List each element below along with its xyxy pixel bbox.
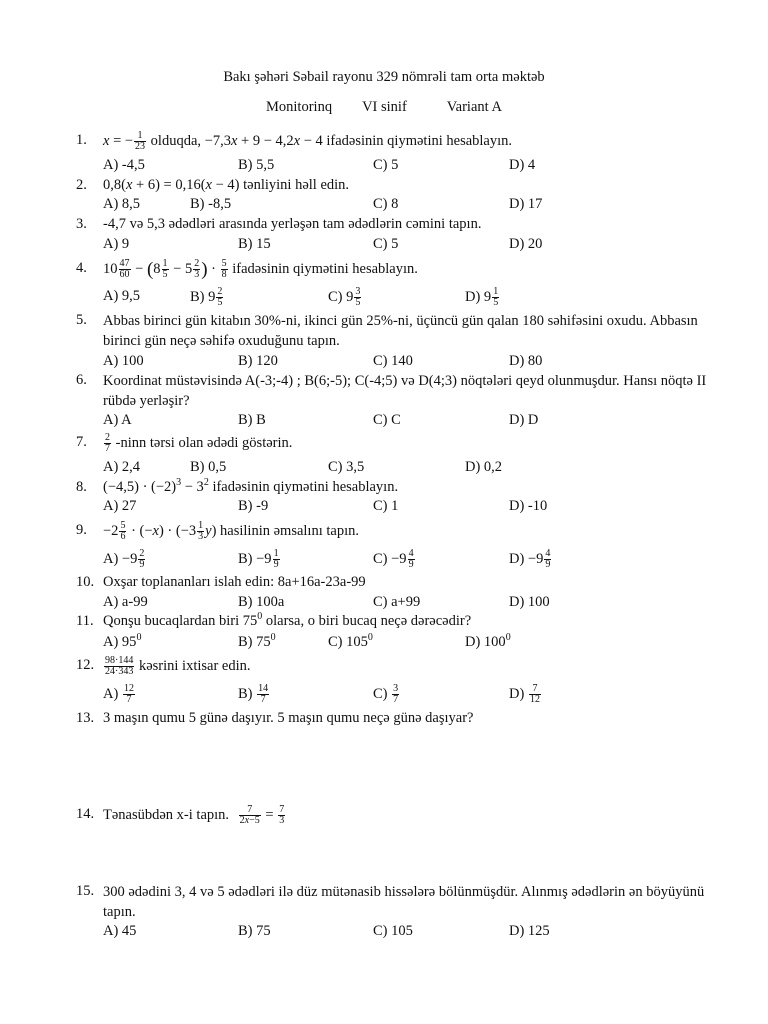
option-a[interactable]: A) 9,5 — [103, 288, 141, 304]
grade-label: VI sinif — [362, 99, 407, 115]
question-text: x = − $\frac{1}{23}$ olduqda, −7,3x + 9 − 4,2x − 4 ifadəsinin qiymətini hesablayın. — [103, 130, 513, 152]
option-c[interactable]: C) a+99 — [373, 594, 421, 610]
option-c[interactable]: C) 3,5 — [328, 459, 365, 475]
option-a[interactable]: A) 9 — [103, 236, 130, 252]
option-a[interactable]: A) 100 — [103, 353, 144, 369]
option-b[interactable]: B) -8,5 — [190, 196, 232, 212]
option-d[interactable]: D) $\frac{7}{12}$ — [509, 683, 540, 705]
answer-options — [103, 458, 623, 478]
option-a[interactable]: A) 27 — [103, 498, 137, 514]
question-number: 4. — [76, 260, 87, 276]
question-text: $\frac{2}{7}$ -ninn tərsi olan ədədi göstərin. — [105, 432, 293, 454]
question-text: Koordinat müstəvisində A(-3;-4) ; B(6;-5); C(-4;5) və D(4;3) nöqtələri qeyd olunmuşdur. Hansı nöqtə II rübdə yerləşir? — [103, 373, 707, 409]
option-b[interactable]: B) $\frac{14}{7}$ — [238, 683, 269, 705]
option-d[interactable]: D) 20 — [509, 236, 543, 252]
option-b[interactable]: B) 0,5 — [190, 459, 227, 475]
answer-options — [103, 922, 623, 942]
question-text: Abbas birinci gün kitabın 30%-ni, ikinci gün 25%-ni, üçüncü gün qalan 180 səhifəsini oxudu. Abbasın birinci gün neçə səhifə oxuduğunu tapın. — [103, 313, 698, 349]
question-text: $\frac{98\cdot 144}{24\cdot 343}$ kəsrini ixtisar edin. — [105, 655, 251, 677]
option-d[interactable]: D) −9 $\frac{4}{9}$ — [509, 548, 551, 570]
option-b[interactable]: B) 120 — [238, 353, 278, 369]
option-d[interactable]: D) 80 — [509, 353, 543, 369]
option-b[interactable]: B) -9 — [238, 498, 269, 514]
answer-options — [103, 156, 623, 176]
answer-options — [103, 195, 623, 215]
question-text: Tənasübdən x-i tapın. $\frac{7}{2x-5}$ = $\frac{7}{3}$ — [103, 804, 285, 826]
option-a[interactable]: A) a-99 — [103, 594, 148, 610]
option-c[interactable]: C) 5 — [373, 236, 399, 252]
question-text: −2 $\frac{5}{6}$ · (−x) · (−3 $\frac{1}{3}$ y) hasilinin əmsalını tapın. — [103, 520, 359, 542]
question-text: 10 $\frac{47}{60}$ − (8 $\frac{1}{5}$ − 5 $\frac{2}{3}$ ) · $\frac{5}{8}$ ifadəsinin qiymətini hesablayın. — [103, 258, 418, 280]
question-number: 3. — [76, 216, 87, 232]
option-b[interactable]: B) $75^0$ — [238, 632, 276, 650]
option-b[interactable]: B) 100a — [238, 594, 285, 610]
option-d[interactable]: D) -10 — [509, 498, 548, 514]
option-c[interactable]: C) 9 $\frac{3}{5}$ — [328, 286, 361, 308]
test-type: Monitorinq — [266, 99, 333, 115]
option-d[interactable]: D) $100^0$ — [465, 632, 511, 650]
question-text: Qonşu bucaqlardan biri $75^0$ olarsa, o biri bucaq neçə dərəcədir? — [103, 611, 472, 629]
option-d[interactable]: D) 100 — [509, 594, 550, 610]
question-number: 9. — [76, 522, 87, 538]
question-text: $(-4,5) \cdot (-2)^3 - 3^2$ ifadəsinin qiymətini hesablayın. — [103, 477, 399, 495]
option-c[interactable]: C) 140 — [373, 353, 413, 369]
option-a[interactable]: A) 2,4 — [103, 459, 141, 475]
option-a[interactable]: A) -4,5 — [103, 157, 145, 173]
answer-options — [103, 352, 623, 372]
option-c[interactable]: C) 5 — [373, 157, 399, 173]
answer-options — [103, 287, 623, 307]
question-number: 7. — [76, 434, 87, 450]
test-info-line — [0, 98, 768, 117]
question-number: 10. — [76, 574, 95, 590]
option-a[interactable]: A) $95^0$ — [103, 632, 142, 650]
option-b[interactable]: B) 9 $\frac{2}{5}$ — [190, 286, 223, 308]
option-c[interactable]: C) 8 — [373, 196, 399, 212]
option-a[interactable]: A) $\frac{12}{7}$ — [103, 683, 134, 705]
option-d[interactable]: D) 9 $\frac{1}{5}$ — [465, 286, 499, 308]
fraction: $\frac{1}{23}$ — [135, 130, 146, 152]
option-c[interactable]: C) −9 $\frac{4}{9}$ — [373, 548, 414, 570]
option-a[interactable]: A) −9 $\frac{2}{9}$ — [103, 548, 145, 570]
question-number: 8. — [76, 479, 87, 495]
question-number: 2. — [76, 177, 87, 193]
question-number: 6. — [76, 372, 87, 388]
option-c[interactable]: C) C — [373, 412, 401, 428]
option-d[interactable]: D) 0,2 — [465, 459, 503, 475]
question-number: 11. — [76, 613, 94, 629]
option-a[interactable]: A) 8,5 — [103, 196, 141, 212]
option-a[interactable]: A) A — [103, 412, 132, 428]
question-number: 12. — [76, 657, 95, 673]
question-text: Oxşar toplananları islah edin: 8a+16a-23a-99 — [103, 574, 366, 590]
variant-label: Variant A — [446, 99, 502, 115]
answer-options — [103, 497, 623, 517]
answer-options — [103, 593, 623, 613]
option-c[interactable]: C) 105 — [373, 923, 413, 939]
question-number: 1. — [76, 132, 87, 148]
question-text: 300 ədədini 3, 4 və 5 ədədləri ilə düz mütənasib hissələrə bölünmüşdür. Alınmış ədədlərin ən böyüyünü tapın. — [103, 884, 705, 920]
option-d[interactable]: D) 17 — [509, 196, 543, 212]
question-text: 0,8(x + 6) = 0,16(x − 4) tənliyini həll edin. — [103, 177, 350, 193]
question-number: 13. — [76, 710, 95, 726]
question-number: 14. — [76, 806, 95, 822]
answer-options — [103, 633, 623, 653]
option-d[interactable]: D) D — [509, 412, 539, 428]
option-b[interactable]: B) 15 — [238, 236, 271, 252]
option-a[interactable]: A) 45 — [103, 923, 137, 939]
option-b[interactable]: B) 5,5 — [238, 157, 275, 173]
answer-options — [103, 549, 623, 569]
answer-options — [103, 684, 623, 704]
school-title: Bakı şəhəri Səbail rayonu 329 nömrəli tam orta məktəb — [223, 69, 545, 85]
option-c[interactable]: C) $105^0$ — [328, 632, 373, 650]
question-text: 3 maşın qumu 5 günə daşıyır. 5 maşın qumu neçə günə daşıyar? — [103, 710, 474, 726]
option-b[interactable]: B) −9 $\frac{1}{9}$ — [238, 548, 279, 570]
option-d[interactable]: D) 125 — [509, 923, 550, 939]
option-c[interactable]: C) 1 — [373, 498, 399, 514]
question-number: 15. — [76, 883, 95, 899]
option-d[interactable]: D) 4 — [509, 157, 536, 173]
answer-options — [103, 235, 623, 255]
option-b[interactable]: B) B — [238, 412, 266, 428]
option-c[interactable]: C) $\frac{3}{7}$ — [373, 683, 399, 705]
option-b[interactable]: B) 75 — [238, 923, 271, 939]
answer-options — [103, 411, 623, 431]
question-number: 5. — [76, 312, 87, 328]
question-text: -4,7 və 5,3 ədədləri arasında yerləşən tam ədədlərin cəmini tapın. — [103, 216, 482, 232]
